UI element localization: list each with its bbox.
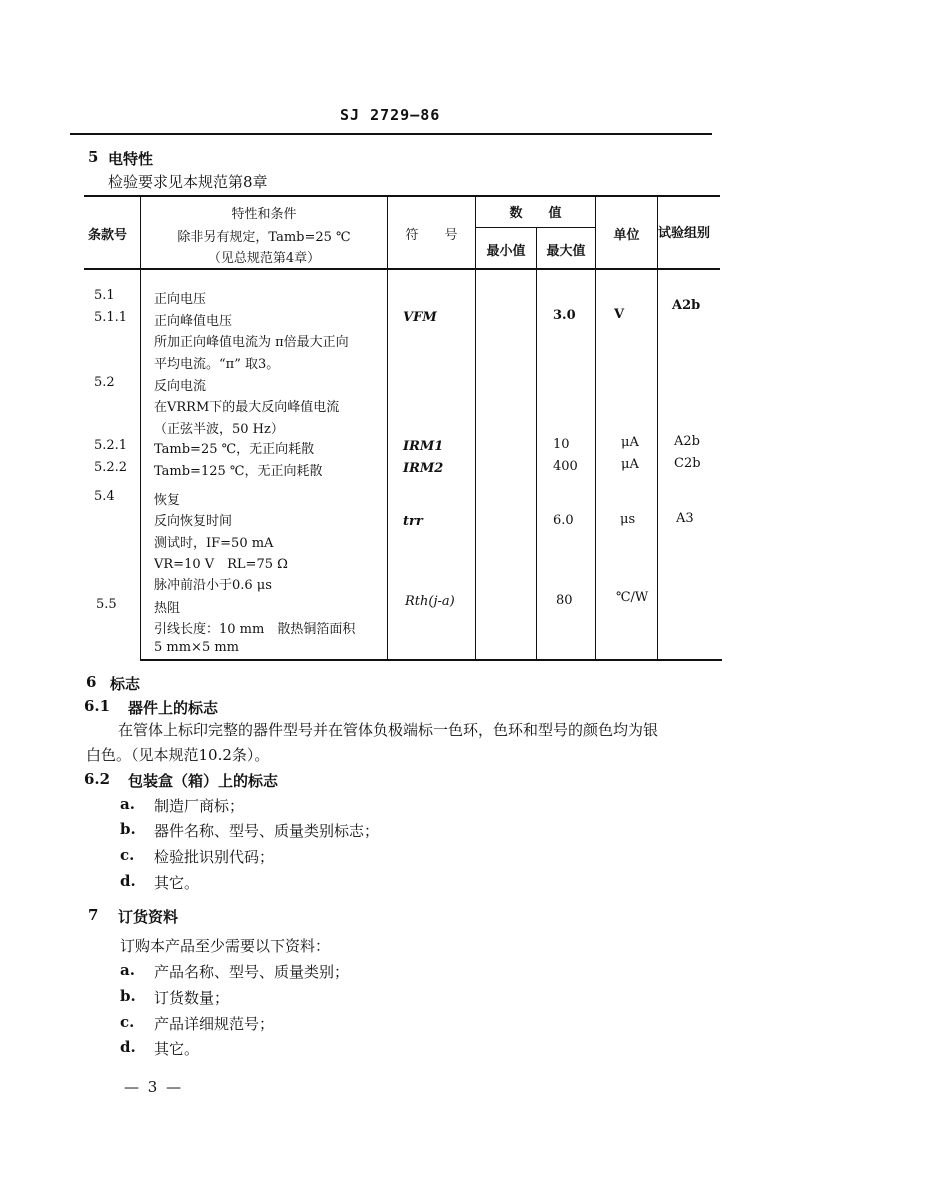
col-divider (536, 228, 537, 659)
list-item: 制造厂商标； (154, 797, 245, 815)
symbol-cell: VFM (403, 310, 437, 325)
max-value: 400 (553, 459, 578, 474)
section-7-intro: 订购本产品至少需要以下资料： (120, 937, 331, 955)
symbol-cell: Rth(j-a) (405, 594, 455, 609)
list-item-key: d. (120, 872, 136, 890)
max-value: 10 (553, 437, 570, 452)
list-item: 产品名称、型号、质量类别； (154, 963, 350, 981)
unit-cell: V (614, 307, 625, 322)
list-item-key: a. (120, 795, 135, 813)
row-text: VR=10 V RL=75 Ω (154, 557, 288, 572)
clause-number: 5.2.2 (94, 460, 128, 475)
header-unit: 单位 (613, 228, 640, 243)
list-item-key: b. (120, 987, 136, 1005)
header-value: 数 值 (509, 206, 562, 221)
header-min: 最小值 (486, 244, 526, 259)
clause-number: 5.1.1 (94, 310, 128, 325)
row-text: 正向峰值电压 (154, 314, 233, 329)
section-6-1-paragraph: 在管体上标印完整的器件型号并在管体负极端标一色环，色环和型号的颜色均为银 (118, 721, 659, 739)
list-item: 订货数量； (154, 989, 230, 1007)
list-item-key: c. (120, 1013, 135, 1031)
section-6-1-paragraph-cont: 白色。（见本规范10.2条）。 (86, 746, 270, 764)
list-item: 其它。 (154, 1040, 200, 1058)
section-6-title: 标志 (110, 675, 141, 693)
unit-cell: μs (620, 512, 636, 527)
list-item: 检验批识别代码； (154, 848, 275, 866)
header-rule (70, 133, 712, 135)
clause-number: 5.4 (94, 489, 115, 504)
section-5-intro: 检验要求见本规范第8章 (108, 173, 268, 191)
header-clause: 条款号 (88, 228, 128, 243)
page-number: — 3 — (124, 1078, 184, 1096)
col-divider (475, 196, 476, 659)
row-text: 所加正向峰值电流为 π倍最大正向 (154, 335, 349, 350)
section-6-number: 6 (86, 673, 97, 691)
header-conditions-2: 除非另有规定，Tamb=25 ℃ (177, 230, 351, 245)
clause-number: 5.5 (96, 597, 117, 612)
row-text: 脉冲前沿小于0.6 μs (154, 578, 272, 593)
col-divider (595, 196, 596, 659)
row-text: Tamb=125 ℃，无正向耗散 (154, 464, 323, 479)
section-6-2-number: 6.2 (84, 770, 111, 788)
list-item-key: c. (120, 846, 135, 864)
header-group: 试验组别 (658, 226, 711, 241)
section-6-1-number: 6.1 (84, 697, 111, 715)
row-text: Tamb=25 ℃，无正向耗散 (154, 442, 315, 457)
row-text: 在VRRM下的最大反向峰值电流 (154, 400, 340, 415)
row-text: （正弦半波，50 Hz） (154, 422, 284, 437)
row-text: 平均电流。“π” 取3。 (154, 357, 280, 372)
group-cell: A3 (676, 511, 694, 526)
row-text: 反向电流 (154, 379, 207, 394)
row-text: 热阻 (154, 601, 181, 616)
max-value: 6.0 (553, 513, 574, 528)
col-divider (657, 196, 658, 659)
header-conditions-1: 特性和条件 (231, 207, 297, 222)
row-text: 测试时，IF=50 mA (154, 536, 274, 551)
symbol-cell: IRM1 (403, 439, 444, 454)
section-7-title: 订货资料 (118, 908, 179, 926)
header-conditions-3: （见总规范第4章） (207, 251, 321, 266)
group-cell: A2b (674, 434, 700, 449)
doc-code: SJ 2729—86 (340, 106, 441, 124)
group-cell: A2b (672, 298, 701, 313)
section-7-number: 7 (88, 906, 99, 924)
table-bottom-rule (140, 659, 722, 661)
header-max: 最大值 (546, 244, 586, 259)
row-text: 正向电压 (154, 292, 207, 307)
value-subheader-rule (475, 227, 595, 228)
unit-cell: μA (621, 435, 639, 450)
list-item-key: a. (120, 961, 135, 979)
clause-number: 5.1 (94, 288, 115, 303)
max-value: 3.0 (553, 308, 576, 323)
section-6-2-title: 包装盒（箱）上的标志 (128, 772, 279, 790)
clause-number: 5.2.1 (94, 438, 128, 453)
table-top-rule (84, 195, 720, 197)
section-5-number: 5 (88, 148, 99, 166)
row-text: 5 mm×5 mm (154, 640, 240, 655)
section-5-title: 电特性 (108, 150, 154, 168)
unit-cell: ℃/W (616, 590, 649, 605)
symbol-cell: IRM2 (403, 461, 444, 476)
row-text: 反向恢复时间 (154, 514, 233, 529)
row-text: 恢复 (154, 493, 181, 508)
section-6-1-title: 器件上的标志 (128, 699, 219, 717)
clause-number: 5.2 (94, 375, 115, 390)
list-item-key: b. (120, 820, 136, 838)
list-item: 器件名称、型号、质量类别标志； (154, 822, 380, 840)
table-header-rule (84, 268, 720, 270)
max-value: 80 (556, 593, 573, 608)
list-item: 产品详细规范号； (154, 1015, 275, 1033)
list-item: 其它。 (154, 874, 200, 892)
list-item-key: d. (120, 1038, 136, 1056)
row-text: 引线长度：10 mm 散热铜箔面积 (154, 622, 356, 637)
symbol-cell: trr (403, 514, 423, 529)
col-divider (387, 196, 388, 659)
header-symbol: 符 号 (405, 228, 458, 243)
unit-cell: μA (621, 457, 639, 472)
group-cell: C2b (674, 456, 701, 471)
